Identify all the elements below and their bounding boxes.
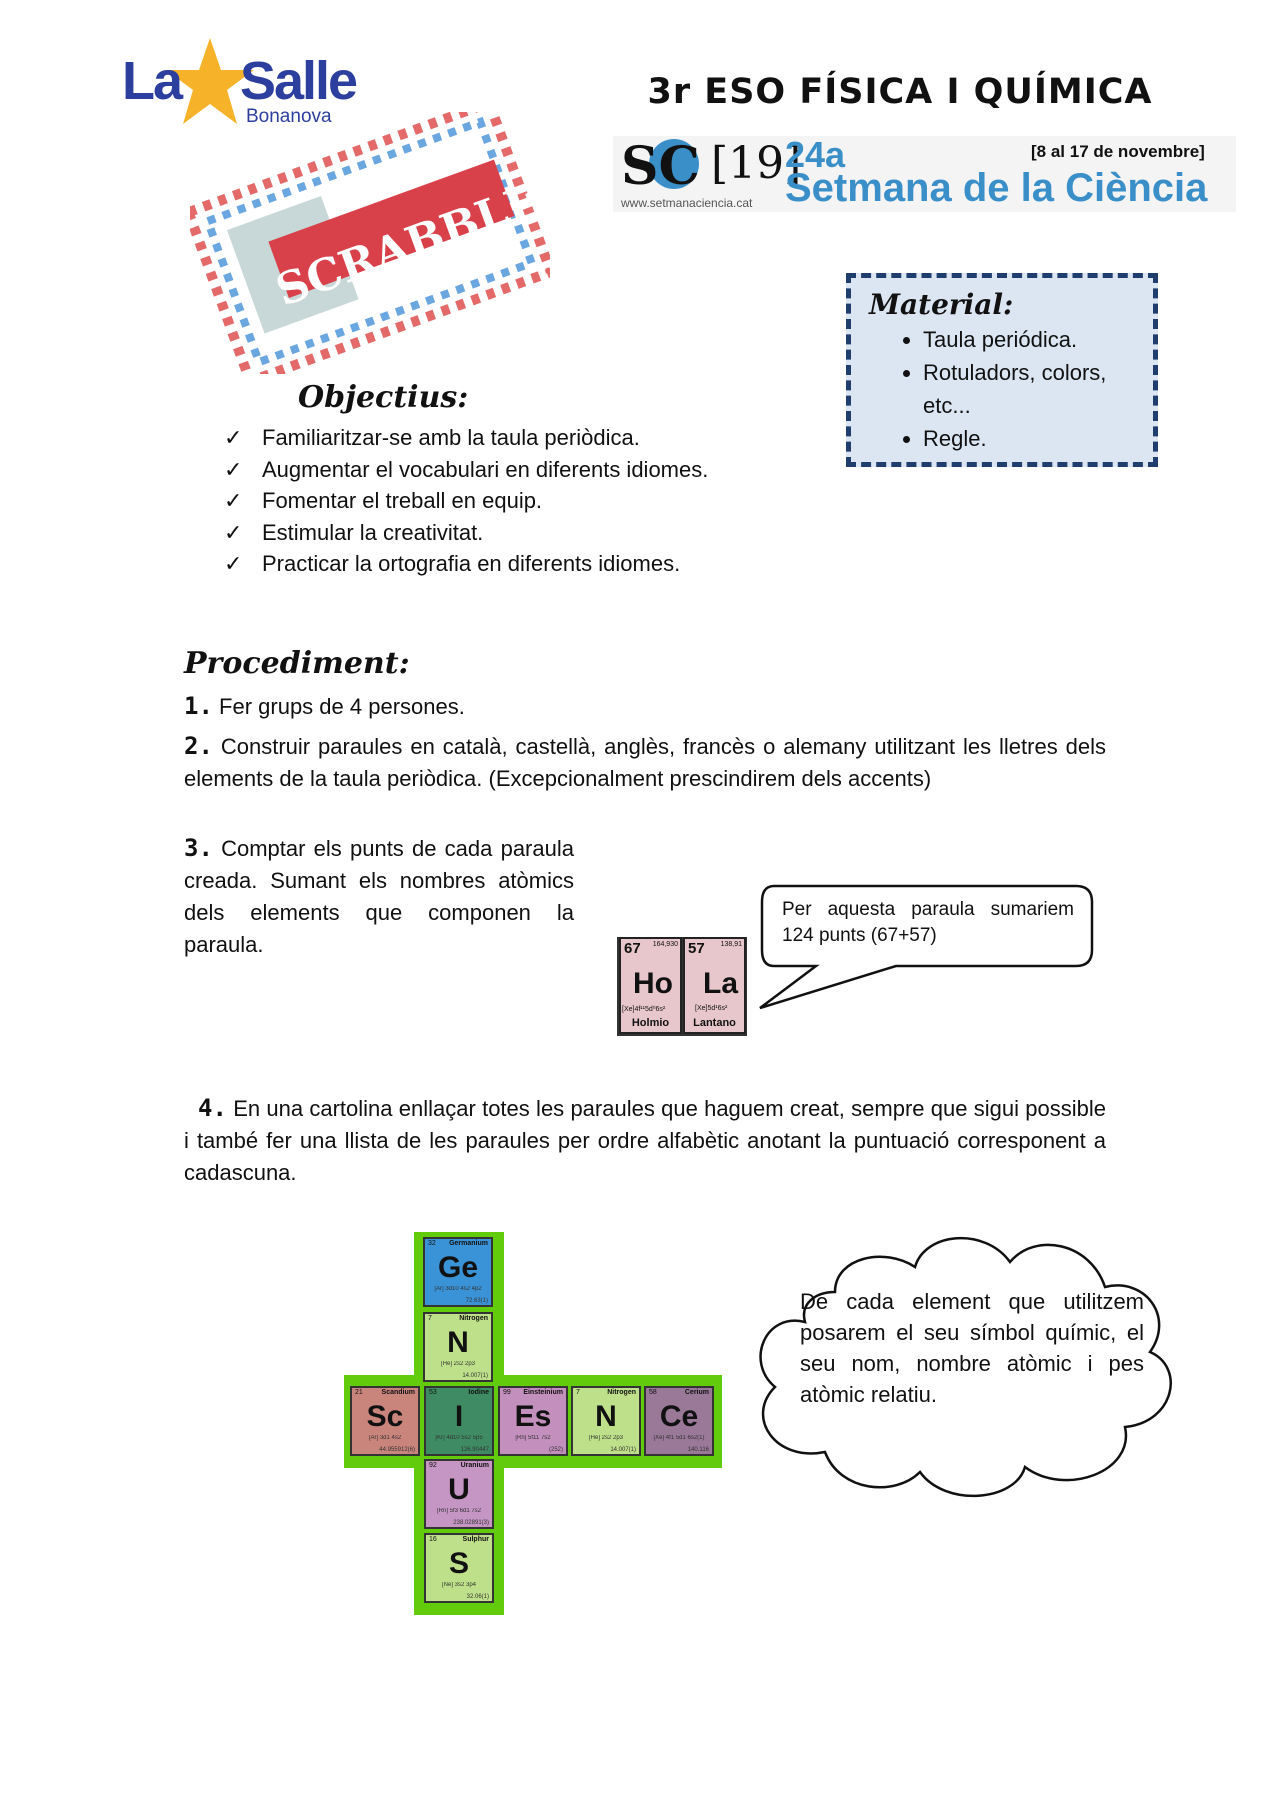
- element-tile-s: [424, 1533, 494, 1603]
- element-symbol: U: [448, 1473, 470, 1506]
- atomic-mass: (252): [548, 1447, 563, 1453]
- element-tile-u: [424, 1459, 494, 1529]
- element-tile-ce: [644, 1386, 714, 1456]
- step-1: [184, 690, 1106, 723]
- objective-text: Estimular la creativitat.: [262, 519, 484, 545]
- checkmark-icon: ✓: [224, 551, 243, 576]
- objective-item: [224, 485, 708, 517]
- element-name: Scandium: [381, 1389, 415, 1396]
- atomic-number: 67: [624, 940, 641, 957]
- element-symbol: Es: [514, 1400, 552, 1433]
- element-name: Cerium: [684, 1389, 709, 1396]
- objective-text: Fomentar el treball en equip.: [262, 488, 543, 513]
- logo-salle-text: Salle: [240, 51, 357, 111]
- element-symbol: Ge: [437, 1251, 479, 1284]
- electron-config: [Ar] 3d10 4s2 4p2: [434, 1286, 482, 1292]
- element-tile-la: [683, 937, 746, 1034]
- atomic-mass: 14.007(1): [610, 1447, 636, 1453]
- banner-year: [19]: [711, 138, 802, 189]
- hola-example: [617, 937, 747, 1036]
- element-name: Nitrogen: [607, 1389, 636, 1396]
- atomic-number: 58: [649, 1389, 657, 1396]
- atomic-mass: 238.02891(3): [453, 1520, 489, 1526]
- page-title: 3r ESO FÍSICA I QUÍMICA: [647, 72, 1153, 112]
- element-name: Einsteinium: [523, 1389, 563, 1396]
- logo-la-text: La: [122, 51, 182, 111]
- atomic-mass: 164,930: [652, 941, 678, 948]
- atomic-number: 32: [428, 1240, 436, 1247]
- element-tile-ho: [619, 937, 682, 1034]
- material-box: [846, 273, 1158, 467]
- element-symbol: I: [454, 1400, 464, 1433]
- element-name: Sulphur: [462, 1536, 489, 1543]
- atomic-number: 92: [429, 1462, 437, 1469]
- atomic-mass: 32.06(1): [466, 1594, 489, 1600]
- material-item: • Taula periódica.: [923, 323, 1153, 356]
- element-name: Germanium: [449, 1240, 488, 1247]
- checkmark-icon: ✓: [224, 456, 243, 482]
- step-number: 3.: [184, 834, 213, 862]
- atomic-number: 99: [503, 1389, 511, 1396]
- electron-config: [Rn] 5f3 6d1 7s2: [436, 1508, 482, 1514]
- atomic-mass: 138,91: [720, 941, 742, 948]
- step-4: [184, 1092, 1106, 1189]
- banner-dates: [8 al 17 de novembre]: [1031, 142, 1205, 161]
- element-symbol: La: [703, 967, 739, 1000]
- atomic-mass: 140.116: [687, 1447, 709, 1453]
- objective-text: Practicar la ortografia en diferents idiomes.: [262, 551, 681, 576]
- electron-config: [Xe] 4f1 5d1 6s2(1): [653, 1435, 705, 1441]
- electron-config: [He] 2s2 2p3: [440, 1361, 476, 1367]
- atomic-number: 7: [428, 1315, 432, 1322]
- element-symbol: Ho: [633, 967, 673, 1000]
- element-name: Iodine: [468, 1389, 489, 1396]
- electron-config: [Ar] 3d1 4s2: [368, 1435, 402, 1441]
- speech-bubble-text: Per aquesta paraula sumariem 124 punts (67+57): [782, 899, 1074, 946]
- objective-text: Familiaritzar-se amb la taula periòdica.: [262, 425, 640, 450]
- objective-item: [224, 517, 708, 549]
- element-tile-es: [498, 1386, 568, 1456]
- material-heading: Material:: [869, 288, 1014, 321]
- electron-config: [Xe]5d¹6s²: [695, 1005, 728, 1012]
- banner-name: Setmana de la Ciència: [785, 166, 1208, 210]
- step-2: [184, 730, 1106, 795]
- electron-config: [Rn] 5f11 7s2: [515, 1435, 551, 1441]
- checkmark-icon: ✓: [224, 425, 243, 450]
- material-item: • Rotuladors, colors, etc...: [923, 356, 1153, 422]
- step-text: Comptar els punts de cada paraula creada. Sumant els nombres atòmics dels elements que componen la paraula.: [184, 836, 574, 957]
- electron-config: [Kr] 4d10 5s2 5p5: [435, 1435, 483, 1441]
- checkmark-icon: ✓: [224, 519, 243, 545]
- element-name: Nitrogen: [459, 1315, 488, 1322]
- element-tile-n: [571, 1386, 641, 1456]
- element-tile-n: [423, 1312, 493, 1382]
- electron-config: [Xe]4f¹¹5d⁰6s²: [622, 1006, 666, 1013]
- step-number: 4.: [198, 1094, 227, 1122]
- procediment-heading: Procediment:: [184, 646, 410, 681]
- logo-subtitle: Bonanova: [246, 106, 332, 127]
- step-number: 1.: [184, 692, 213, 720]
- element-name: Holmio: [631, 1017, 670, 1029]
- electron-config: [He] 2s2 2p3: [588, 1435, 624, 1441]
- banner-edition: 24a: [785, 134, 846, 175]
- atomic-number: 57: [688, 940, 705, 957]
- atomic-number: 53: [429, 1389, 437, 1396]
- atomic-number: 7: [576, 1389, 580, 1396]
- objective-item: [224, 548, 708, 580]
- objectius-heading: Objectius:: [298, 380, 469, 415]
- objective-item: [224, 454, 708, 486]
- checkmark-icon: ✓: [224, 488, 243, 513]
- step-text: Construir paraules en català, castellà, anglès, francès o alemany utilitzant les lletres dels elements de la taula periòdica. (Excepcionalment prescindirem dels accents): [184, 734, 1106, 791]
- step-text: En una cartolina enllaçar totes les paraules que haguem creat, sempre que sigui possible i també fer una llista de les paraules per ordre alfabètic anotant la puntuació corresponent a cadascuna.: [184, 1096, 1106, 1185]
- step-text: Fer grups de 4 persones.: [219, 694, 465, 719]
- objective-text: Augmentar el vocabulari en diferents idiomes.: [262, 456, 709, 482]
- element-tile-sc: [350, 1386, 420, 1456]
- electron-config: [Ne] 3s2 3p4: [441, 1582, 477, 1588]
- element-symbol: N: [595, 1400, 617, 1433]
- objective-item: [224, 422, 708, 454]
- atomic-number: 21: [355, 1389, 363, 1396]
- element-symbol: Sc: [366, 1400, 404, 1433]
- banner-url: www.setmanaciencia.cat: [621, 196, 753, 210]
- scrabble-label: SCRABBLE: [269, 174, 547, 317]
- atomic-mass: 44.955912(6): [379, 1447, 415, 1453]
- cloud-text: De cada element que utilitzem posarem el seu símbol químic, el seu nom, nombre atòmic i pes atòmic relatiu.: [800, 1289, 1144, 1407]
- material-item: • Regle.: [923, 422, 1153, 455]
- step-3: [184, 832, 574, 961]
- element-symbol: Ce: [659, 1400, 699, 1433]
- atomic-mass: 14.007(1): [462, 1373, 488, 1379]
- element-name: Uranium: [460, 1462, 489, 1469]
- banner-sc: SC: [621, 136, 700, 197]
- objectius-list: [224, 422, 708, 580]
- setmana-ciencia-banner: [613, 136, 1236, 212]
- element-symbol: S: [448, 1547, 469, 1580]
- atomic-mass: 72.63(1): [465, 1298, 488, 1304]
- element-symbol: N: [447, 1326, 469, 1359]
- scrabble-image: [190, 112, 550, 374]
- element-tile-ge: [423, 1237, 493, 1307]
- element-tile-i: [424, 1386, 494, 1456]
- atomic-number: 16: [429, 1536, 437, 1543]
- atomic-mass: 126.90447: [460, 1447, 489, 1453]
- step-number: 2.: [184, 732, 213, 760]
- element-name: Lantano: [693, 1017, 736, 1029]
